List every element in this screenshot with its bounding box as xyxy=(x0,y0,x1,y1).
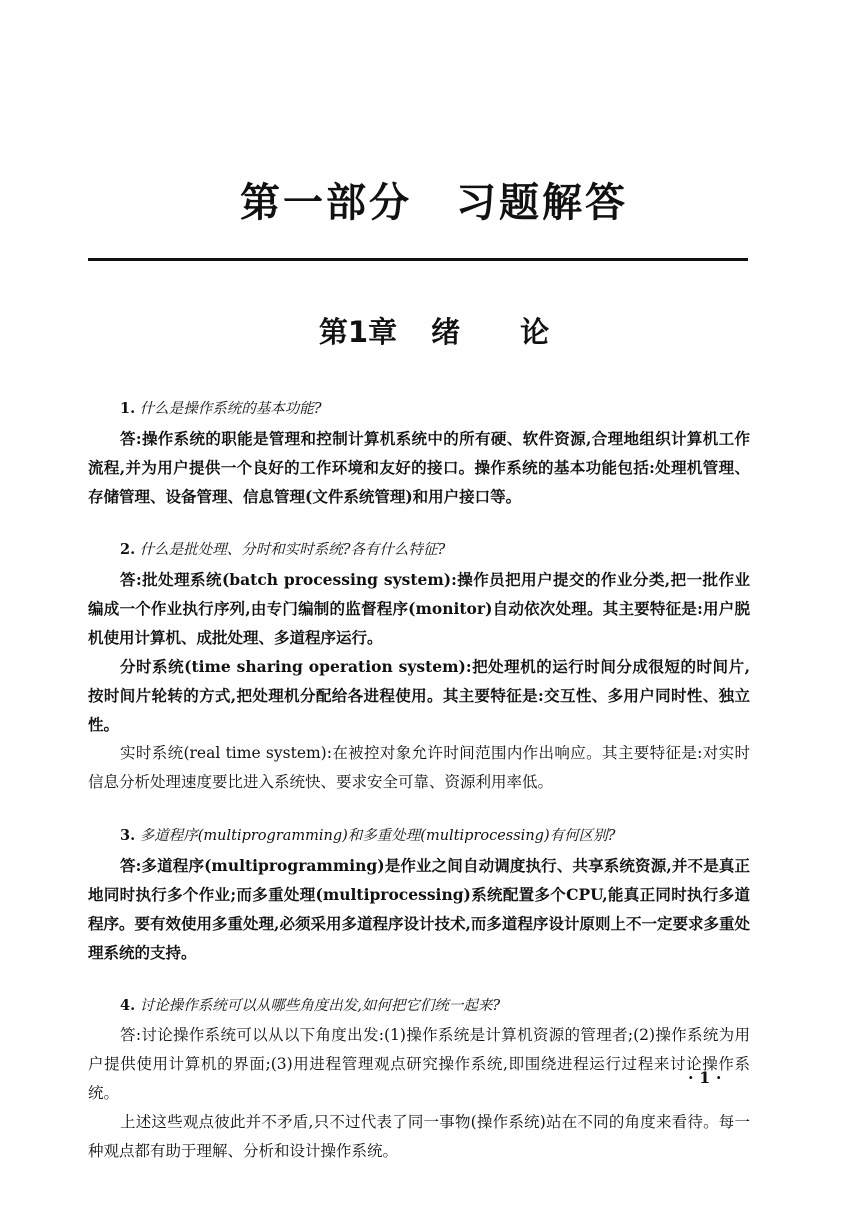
chapter-label: 第1章 xyxy=(318,315,398,349)
chapter-title xyxy=(0,312,868,352)
part-title-b: 习题解答 xyxy=(456,180,628,226)
question-number: 3. xyxy=(120,827,136,844)
chapter-word-b: 论 xyxy=(520,315,550,349)
answer-paragraph: 实时系统(real time system):在被控对象允许时间范围内作出响应。其主要特征是:对实时信息分析处理速度要比进入系统快、要求安全可靠、资源利用率低。 xyxy=(88,744,750,791)
qa-item xyxy=(88,991,750,1166)
answer-paragraph: 分时系统(time sharing operation system):把处理机的运行时间分成很短的时间片,按时间片轮转的方式,把处理机分配给各进程使用。其主要特征是:交互性、多用户同时性、独立性。 xyxy=(88,657,750,734)
part-title xyxy=(0,178,868,228)
answer-paragraph: 答:讨论操作系统可以从以下角度出发:(1)操作系统是计算机资源的管理者;(2)操作系统为用户提供使用计算机的界面;(3)用进程管理观点研究操作系统,即围绕进程运行过程来讨论操作系统。 xyxy=(88,1026,750,1102)
title-rule xyxy=(88,258,748,261)
question-text: 什么是操作系统的基本功能? xyxy=(139,401,322,417)
answer-paragraph: 答:批处理系统(batch processing system):操作员把用户提交的作业分类,把一批作业编成一个作业执行序列,由专门编制的监督程序(monitor)自动依次处理。其主要特征是:用户脱机使用计算机、成批处理、多道程序运行。 xyxy=(88,570,750,647)
question xyxy=(88,394,750,424)
qa-item xyxy=(88,394,750,511)
question-number: 1. xyxy=(120,400,136,417)
qa-item xyxy=(88,535,750,797)
question-text: 什么是批处理、分时和实时系统?各有什么特征? xyxy=(139,542,446,558)
page-number: · 1 · xyxy=(688,1068,722,1087)
question xyxy=(88,991,750,1021)
answer-paragraph: 答:操作系统的职能是管理和控制计算机系统中的所有硬、软件资源,合理地组织计算机工作流程,并为用户提供一个良好的工作环境和友好的接口。操作系统的基本功能包括:处理机管理、存储管理、设备管理、信息管理(文件系统管理)和用户接口等。 xyxy=(88,429,750,506)
chapter-word-a: 绪 xyxy=(431,315,461,349)
question-number: 2. xyxy=(120,541,136,558)
question-text: 讨论操作系统可以从哪些角度出发,如何把它们统一起来? xyxy=(139,998,501,1014)
answer-paragraph: 上述这些观点彼此并不矛盾,只不过代表了同一事物(操作系统)站在不同的角度来看待。每一种观点都有助于理解、分析和设计操作系统。 xyxy=(88,1113,750,1160)
answer-paragraph: 答:多道程序(multiprogramming)是作业之间自动调度执行、共享系统资源,并不是真正地同时执行多个作业;而多重处理(multiprocessing)系统配置多个CPU,能真正同时执行多道程序。要有效使用多重处理,必须采用多道程序设计技术,而多道程序设计原则上不一定要求多重处理系统的支持。 xyxy=(88,856,750,962)
part-title-a: 第一部分 xyxy=(240,180,412,226)
question xyxy=(88,535,750,565)
qa-content xyxy=(88,394,750,1190)
question xyxy=(88,821,750,851)
question-number: 4. xyxy=(120,997,136,1014)
qa-item xyxy=(88,821,750,967)
question-text: 多道程序(multiprogramming)和多重处理(multiprocessing)有何区别? xyxy=(139,828,616,844)
